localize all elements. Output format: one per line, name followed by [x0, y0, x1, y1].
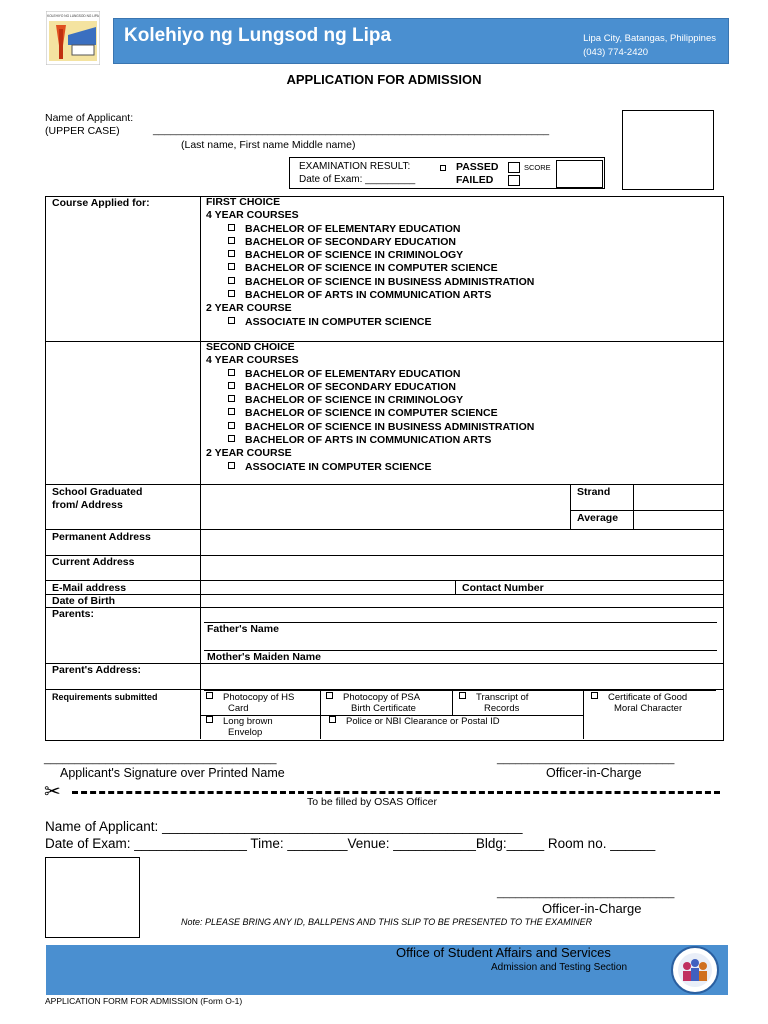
req-hs-card[interactable]: Photocopy of HS Card	[206, 692, 294, 714]
table-rule	[45, 580, 723, 581]
slip-name-line[interactable]: Name of Applicant: ________________________________________________	[45, 819, 523, 834]
form-title: APPLICATION FOR ADMISSION	[286, 72, 482, 87]
average-label: Average	[577, 512, 619, 524]
school-phone: (043) 774-2420	[583, 47, 649, 58]
form-code: APPLICATION FORM FOR ADMISSION (Form O-1)	[45, 996, 243, 1006]
cut-line	[72, 791, 720, 794]
course-checkbox[interactable]	[228, 263, 235, 270]
req-psa[interactable]: Photocopy of PSA Birth Certificate	[326, 692, 420, 714]
req-checkbox[interactable]	[591, 692, 598, 699]
school-graduated-label: School Graduated	[52, 486, 143, 498]
req-envelop[interactable]: Long brown Envelop	[206, 716, 273, 738]
req-checkbox[interactable]	[206, 692, 213, 699]
course-checkbox[interactable]	[228, 422, 235, 429]
footer-banner	[46, 945, 728, 995]
course-checkbox[interactable]	[228, 290, 235, 297]
applicant-name-field[interactable]: _____________________________________________________________________	[153, 124, 550, 136]
four-year-heading: 4 YEAR COURSES	[206, 354, 299, 367]
table-rule	[570, 510, 723, 511]
course-checkbox[interactable]	[228, 462, 235, 469]
dob-label: Date of Birth	[52, 595, 115, 607]
permanent-address-label: Permanent Address	[52, 531, 151, 543]
table-divider	[452, 689, 453, 715]
school-contact	[583, 32, 716, 60]
slip-date-line[interactable]: Date of Exam: _______________ Time: ________Venue: ___________Bldg:_____ Room no. ______	[45, 836, 656, 851]
exam-result-bullet-icon	[440, 165, 446, 171]
officer-in-charge-label: Officer-in-Charge	[546, 766, 642, 780]
req-tor[interactable]: Transcript of Records	[459, 692, 528, 714]
course-option[interactable]: BACHELOR OF SCIENCE IN BUSINESS ADMINISTRATION	[206, 276, 534, 289]
table-rule	[45, 663, 723, 664]
email-label: E-Mail address	[52, 582, 127, 594]
table-divider	[570, 484, 571, 529]
table-divider	[583, 689, 584, 739]
section-name: Admission and Testing Section	[491, 962, 628, 973]
name-hint: (Last name, First name Middle name)	[181, 139, 356, 151]
father-name-label: Father's Name	[207, 623, 279, 635]
first-choice-title: FIRST CHOICE	[206, 196, 281, 208]
contact-number-label: Contact Number	[462, 582, 544, 594]
course-checkbox[interactable]	[228, 277, 235, 284]
osas-seal-icon	[668, 946, 722, 994]
course-option[interactable]: BACHELOR OF SCIENCE IN BUSINESS ADMINISTRATION	[206, 421, 534, 434]
school-location: Lipa City, Batangas, Philippines	[583, 33, 716, 44]
photo-box	[622, 110, 714, 190]
course-option[interactable]: BACHELOR OF ELEMENTARY EDUCATION	[206, 368, 534, 381]
applicant-signature-line[interactable]: ______________________________________	[44, 753, 277, 765]
course-option[interactable]: BACHELOR OF SCIENCE IN COMPUTER SCIENCE	[206, 262, 534, 275]
requirements-rule	[204, 690, 716, 691]
table-rule	[204, 622, 717, 623]
table-rule	[45, 555, 723, 556]
slip-officer-line[interactable]: _____________________________	[497, 887, 675, 899]
table-divider	[455, 580, 456, 594]
two-year-heading: 2 YEAR COURSE	[206, 447, 292, 460]
second-choice-title: SECOND CHOICE	[206, 341, 295, 353]
second-choice-block	[206, 341, 534, 474]
course-option[interactable]: BACHELOR OF SCIENCE IN COMPUTER SCIENCE	[206, 407, 534, 420]
header-banner	[113, 18, 729, 64]
table-divider	[633, 484, 634, 529]
current-address-label: Current Address	[52, 556, 135, 568]
course-checkbox[interactable]	[228, 408, 235, 415]
passed-label: PASSED	[456, 161, 499, 173]
course-checkbox[interactable]	[228, 317, 235, 324]
slip-officer-label: Officer-in-Charge	[542, 901, 642, 916]
passed-checkbox[interactable]	[508, 162, 520, 173]
course-option[interactable]: BACHELOR OF SCIENCE IN CRIMINOLOGY	[206, 249, 534, 262]
exam-date-label: Date of Exam: _________	[299, 174, 416, 185]
req-checkbox[interactable]	[206, 716, 213, 723]
req-checkbox[interactable]	[329, 716, 336, 723]
failed-checkbox[interactable]	[508, 175, 520, 186]
school-logo	[46, 11, 100, 65]
svg-text:KOLEHIYO NG LUNGSOD NG LIPA: KOLEHIYO NG LUNGSOD NG LIPA	[47, 14, 99, 18]
table-rule	[45, 529, 723, 530]
table-rule	[45, 484, 723, 485]
course-option[interactable]: BACHELOR OF SCIENCE IN CRIMINOLOGY	[206, 394, 534, 407]
failed-label: FAILED	[456, 174, 494, 186]
requirements-label: Requirements submitted	[52, 692, 158, 702]
parents-label: Parents:	[52, 608, 95, 620]
course-checkbox[interactable]	[228, 250, 235, 257]
four-year-heading: 4 YEAR COURSES	[206, 209, 299, 222]
course-checkbox[interactable]	[228, 395, 235, 402]
two-year-heading: 2 YEAR COURSE	[206, 302, 292, 315]
exam-result-label: EXAMINATION RESULT:	[299, 161, 411, 172]
req-good-moral[interactable]: Certificate of Good Moral Character	[591, 692, 687, 714]
course-option[interactable]: BACHELOR OF ELEMENTARY EDUCATION	[206, 223, 534, 236]
officer-signature-line[interactable]: _____________________________	[497, 753, 675, 765]
first-choice-block	[206, 196, 534, 329]
score-label: SCORE	[524, 163, 551, 172]
course-applied-label: Course Applied for:	[52, 197, 150, 209]
from-address-label: from/ Address	[52, 499, 123, 511]
req-checkbox[interactable]	[326, 692, 333, 699]
course-option[interactable]: ASSOCIATE IN COMPUTER SCIENCE	[206, 461, 534, 474]
course-checkbox[interactable]	[228, 382, 235, 389]
score-box[interactable]	[556, 160, 603, 188]
course-option[interactable]: BACHELOR OF SECONDARY EDUCATION	[206, 236, 534, 249]
course-checkbox[interactable]	[228, 435, 235, 442]
scissors-icon: ✂	[44, 781, 61, 803]
parents-address-label: Parent's Address:	[52, 664, 142, 676]
course-option[interactable]: ASSOCIATE IN COMPUTER SCIENCE	[206, 316, 534, 329]
mother-name-label: Mother's Maiden Name	[207, 651, 321, 663]
applicant-signature-label: Applicant's Signature over Printed Name	[60, 766, 285, 780]
slip-photo-box	[45, 857, 140, 938]
course-option[interactable]: BACHELOR OF ARTS IN COMMUNICATION ARTS	[206, 289, 534, 302]
table-divider	[320, 689, 321, 739]
upper-case-label: (UPPER CASE)	[45, 125, 120, 137]
course-checkbox[interactable]	[228, 224, 235, 231]
table-rule	[45, 607, 723, 608]
applicant-name-label: Name of Applicant:	[45, 112, 134, 124]
slip-note: Note: PLEASE BRING ANY ID, BALLPENS AND THIS SLIP TO BE PRESENTED TO THE EXAMINER	[181, 917, 593, 927]
course-checkbox[interactable]	[228, 237, 235, 244]
course-option[interactable]: BACHELOR OF SECONDARY EDUCATION	[206, 381, 534, 394]
req-checkbox[interactable]	[459, 692, 466, 699]
course-checkbox[interactable]	[228, 369, 235, 376]
office-name: Office of Student Affairs and Services	[396, 945, 611, 960]
course-option[interactable]: BACHELOR OF ARTS IN COMMUNICATION ARTS	[206, 434, 534, 447]
school-name: Kolehiyo ng Lungsod ng Lipa	[124, 25, 392, 46]
strand-label: Strand	[577, 486, 611, 498]
to-be-filled-label: To be filled by OSAS Officer	[307, 796, 437, 808]
table-rule	[45, 594, 723, 595]
table-divider	[200, 196, 201, 739]
req-clearance[interactable]: Police or NBI Clearance or Postal ID	[329, 716, 500, 727]
